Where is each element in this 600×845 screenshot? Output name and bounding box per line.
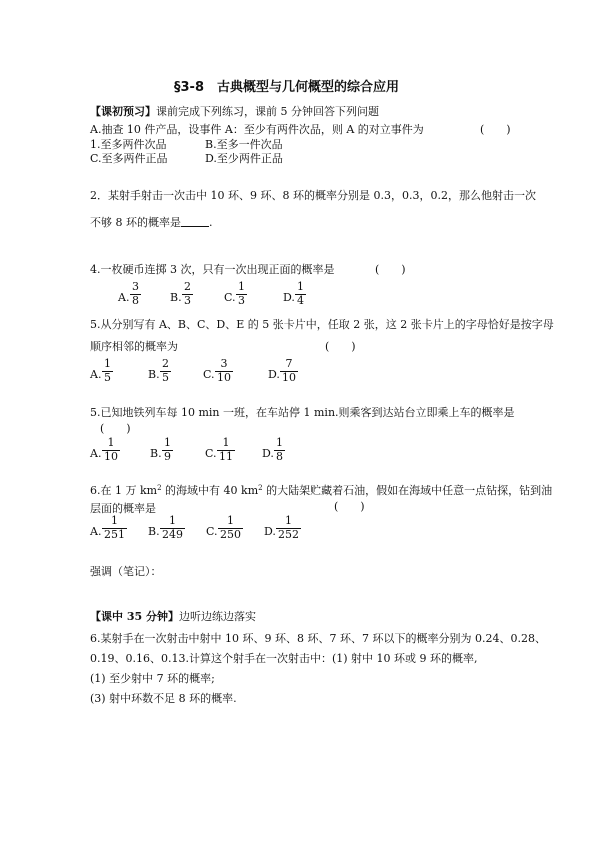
q5-option-d-fraction: [280, 358, 298, 384]
q1-answer-paren: ( ): [480, 123, 511, 136]
q5-a-den: 5: [104, 370, 111, 384]
inclass-q6-line4: (3) 射中环数不足 8 环的概率.: [90, 692, 237, 705]
q5-option-b-fraction: [160, 358, 171, 384]
q4-option-a-label: A.: [118, 291, 130, 304]
q6-b-num: 1: [169, 514, 176, 527]
inclass-label: 【课中 35 分钟】: [90, 610, 179, 623]
q2-line2: [90, 214, 213, 230]
q5-option-c-fraction: [215, 358, 233, 384]
q5-line1: 5.从分别写有 A、B、C、D、E 的 5 张卡片中，任取 2 张，这 2 张卡片上的字母恰好是按字母: [90, 318, 554, 331]
q5-answer-paren: ( ): [325, 340, 356, 353]
q5b-a-num: 1: [107, 436, 115, 449]
q6-option-b-label: B.: [148, 525, 160, 538]
q2-line2-text: 不够 8 环的概率是: [90, 216, 181, 229]
inclass-instruction: 边听边练边落实: [178, 610, 256, 623]
q5-b-num: 2: [162, 357, 169, 370]
q5b-d-den: 8: [276, 449, 283, 463]
page-title: §3-8 古典概型与几何概型的综合应用: [174, 80, 399, 95]
q4-c-num: 1: [238, 280, 245, 293]
q4-d-num: 1: [297, 280, 304, 293]
notes-heading: 强调（笔记）：: [90, 565, 162, 578]
q2-line2-end: .: [209, 216, 213, 229]
q4-option-a-fraction: [130, 281, 141, 307]
q4-b-num: 2: [184, 280, 191, 293]
q6-option-d-label: D.: [264, 525, 276, 538]
q5-line2: 顺序相邻的概率为: [90, 340, 178, 353]
q6-line1-part-c: 的大陆架贮藏着石油，假如在海域中任意一点钻探，钻到油: [262, 484, 553, 497]
q6-superscript-1: 2: [157, 484, 162, 492]
q4-b-den: 3: [184, 293, 191, 307]
q5-b-den: 5: [162, 370, 169, 384]
q5-d-num: 7: [285, 357, 293, 370]
inclass-q6-line1: 6.某射手在一次射击中射中 10 环、9 环、8 环、7 环、7 环以下的概率分别为 0.24、0.28、: [90, 632, 546, 645]
q5-option-a-fraction: [102, 358, 113, 384]
preview-instruction: 课前完成下列练习，课前 5 分钟回答下列问题: [156, 105, 379, 118]
preview-label: 【课初预习】: [90, 105, 156, 118]
q5-a-num: 1: [104, 357, 111, 370]
q5b-b-den: 9: [164, 449, 171, 463]
q6-option-b-fraction: [160, 515, 185, 541]
q6-option-c-label: C.: [206, 525, 218, 538]
q5b-option-c-label: C.: [205, 447, 217, 460]
q4-answer-paren: ( ): [375, 263, 406, 276]
q1-option-b: B.至多一件次品: [205, 138, 283, 151]
q6-a-den: 251: [104, 527, 125, 541]
q5b-option-d-fraction: [274, 437, 285, 463]
q2-answer-blank[interactable]: [181, 215, 209, 227]
q5-c-den: 10: [217, 370, 231, 384]
q5b-c-den: 11: [219, 449, 233, 463]
q6-option-d-fraction: [276, 515, 301, 541]
q5b-answer-paren: ( ): [100, 422, 131, 435]
q2-line1: 2．某射手射击一次击中 10 环、9 环、8 环的概率分别是 0.3，0.3，0.2，那么他射击一次: [90, 189, 536, 202]
inclass-q6-line2: 0.19、0.16、0.13.计算这个射手在一次射击中：(1) 射中 10 环或 9 环的概率,: [90, 652, 478, 665]
q4-a-den: 8: [132, 293, 139, 307]
q5b-option-a-fraction: [102, 437, 120, 463]
q6-line1-part-b: 的海域中有 40 km: [161, 484, 259, 497]
q6-d-den: 252: [278, 527, 299, 541]
q6-option-a-fraction: [102, 515, 127, 541]
q6-line2: 层面的概率是: [90, 502, 156, 515]
q4-option-c-fraction: [236, 281, 247, 307]
q6-b-den: 249: [162, 527, 183, 541]
q5-c-num: 3: [220, 357, 228, 370]
q4-a-num: 3: [132, 280, 139, 293]
q5b-option-b-label: B.: [150, 447, 162, 460]
q1-option-d: D.至少两件正品: [205, 152, 283, 165]
q5b-d-num: 1: [276, 436, 283, 449]
q5-option-d-label: D.: [268, 368, 280, 381]
q6-answer-paren: ( ): [334, 500, 365, 513]
q6-line1: [90, 482, 552, 498]
q5b-option-b-fraction: [162, 437, 173, 463]
q5b-option-a-label: A.: [90, 447, 102, 460]
q5b-option-c-fraction: [217, 437, 235, 463]
q4-option-b-fraction: [182, 281, 193, 307]
q4-option-d-fraction: [295, 281, 306, 307]
q5b-option-d-label: D.: [262, 447, 274, 460]
q4-c-den: 3: [238, 293, 245, 307]
preview-header: [90, 103, 379, 119]
q4-stem: 4.一枚硬币连掷 3 次，只有一次出现正面的概率是: [90, 263, 335, 276]
inclass-q6-line3: (1) 至少射中 7 环的概率;: [90, 672, 215, 685]
q1-stem: A.抽查 10 件产品，设事件 A：至少有两件次品，则 A 的对立事件为: [90, 123, 424, 136]
q5b-b-num: 1: [164, 436, 171, 449]
q5-option-a-label: A.: [90, 368, 102, 381]
q6-superscript-2: 2: [258, 484, 263, 492]
q5b-c-num: 1: [222, 436, 230, 449]
q4-option-d-label: D.: [283, 291, 295, 304]
q6-c-den: 250: [220, 527, 241, 541]
q1-option-c: C.至多两件正品: [90, 152, 168, 165]
q5-option-c-label: C.: [203, 368, 215, 381]
q5-option-b-label: B.: [148, 368, 160, 381]
inclass-header: [90, 608, 256, 624]
q5b-line1: 5.已知地铁列车每 10 min 一班，在车站停 1 min.则乘客到达站台立即乘上车的概率是: [90, 406, 515, 419]
q6-line1-part-a: 6.在 1 万 km: [90, 484, 158, 497]
q5b-a-den: 10: [104, 449, 118, 463]
q4-option-c-label: C.: [224, 291, 236, 304]
q1-option-1: 1.至多两件次品: [90, 138, 167, 151]
q6-d-num: 1: [285, 514, 292, 527]
q6-option-a-label: A.: [90, 525, 102, 538]
q4-option-b-label: B.: [170, 291, 182, 304]
q6-option-c-fraction: [218, 515, 243, 541]
q6-c-num: 1: [227, 514, 234, 527]
q5-d-den: 10: [282, 370, 296, 384]
q4-d-den: 4: [297, 293, 304, 307]
q6-a-num: 1: [111, 514, 118, 527]
